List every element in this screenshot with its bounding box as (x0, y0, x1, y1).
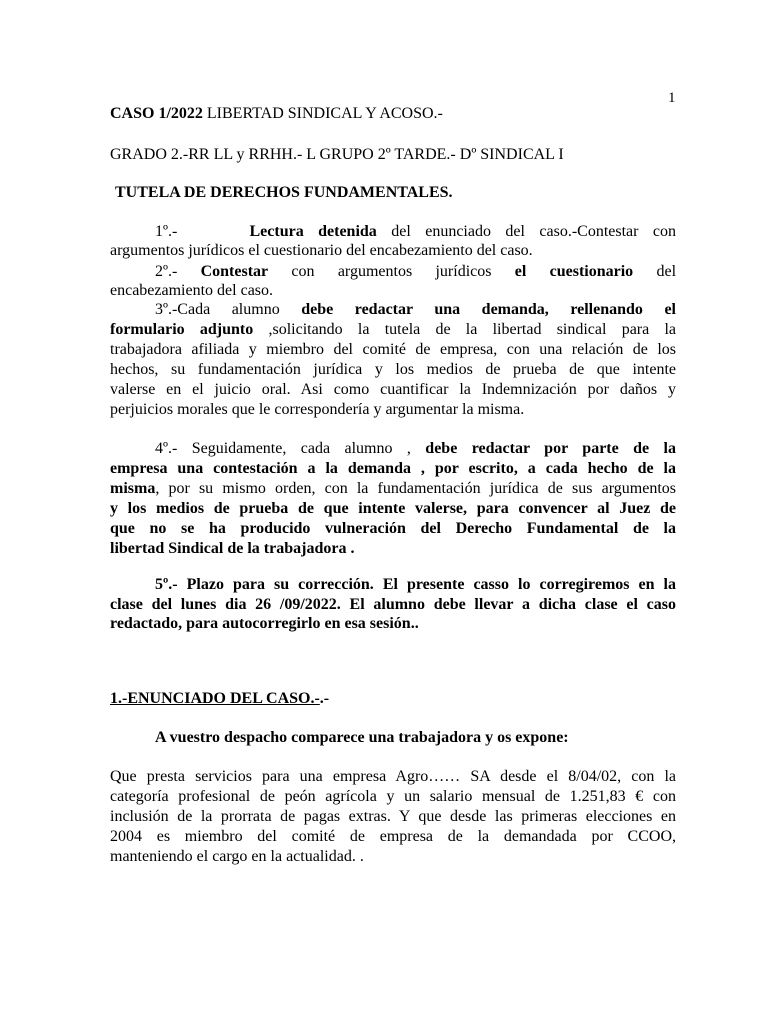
case-title-text: LIBERTAD SINDICAL Y ACOSO.- (202, 105, 443, 122)
instruction-4-line-6: libertad Sindical de la trabajadora . (110, 540, 355, 557)
enunciado-p1-line-3: inclusión de la prorrata de pagas extras. Y que desde las primeras elecciones en (110, 808, 676, 825)
instruction-1-bold: Lectura detenida (249, 223, 377, 240)
enunciado-p1-line-5: manteniendo el cargo en la actualidad. . (110, 848, 364, 865)
instruction-4-line-1 (110, 439, 676, 458)
instruction-4-line-4: y los medios de prueba de que intente valerse, para convencer al Juez de (110, 500, 676, 517)
instruction-3-form-bold: formulario adjunto (110, 321, 254, 338)
instruction-4-line-3-text: , por su mismo orden, con la fundamentación jurídica de sus argumentos (155, 480, 676, 497)
instruction-2-number: 2º.- (155, 263, 178, 280)
instruction-3-line-4: hechos, su fundamentación jurídica y los medios de prueba de que intente (110, 361, 676, 378)
instruction-3-bold: debe redactar una demanda, rellenando el (301, 301, 676, 318)
page-number: 1 (668, 90, 676, 106)
instruction-3-number: 3º.-Cada alumno (155, 301, 302, 318)
enunciado-heading-text: 1.-ENUNCIADO DEL CASO.- (110, 690, 320, 707)
instruction-3-line-2 (110, 320, 676, 339)
instruction-5-line-3: redactado, para autocorregirlo en esa sesión.. (110, 615, 419, 632)
instruction-3-line-1 (110, 300, 676, 319)
instruction-2-text: con argumentos jurídicos (268, 263, 515, 280)
instruction-4-line-2: empresa una contestación a la demanda , por escrito, a cada hecho de la (110, 460, 676, 477)
instruction-4-bold: debe redactar por parte de la (425, 440, 677, 457)
instruction-2-line-2: encabezamiento del caso. (110, 282, 274, 299)
instruction-1-number: 1º.- (155, 223, 178, 240)
instruction-5-line-1: 5º.- Plazo para su corrección. El presente casso lo corregiremos en la (155, 576, 676, 593)
grade-line: GRADO 2.-RR LL y RRHH.- L GRUPO 2º TARDE.- Dº SINDICAL I (110, 146, 564, 163)
enunciado-p1-line-2: categoría profesional de peón agrícola y un salario mensual de 1.251,83 € con (110, 788, 676, 805)
instruction-2-bold-1: Contestar (200, 263, 269, 280)
instruction-3-form-text: ,solicitando la tutela de la libertad sindical para la (253, 321, 676, 338)
instruction-3-line-5: valerse en el juicio oral. Asi como cuantificar la Indemnización por daños y (110, 381, 676, 398)
instruction-2-tail: del (633, 263, 677, 280)
instruction-5-line-2: clase del lunes dia 26 /09/2022. El alumno debe llevar a dicha clase el caso (110, 596, 676, 613)
instruction-4-number: 4º.- (155, 440, 178, 457)
enunciado-heading-tail: .- (319, 690, 330, 707)
enunciado-p1-line-1: Que presta servicios para una empresa Agro…… SA desde el 8/04/02, con la (110, 768, 676, 785)
instruction-4-text: Seguidamente, cada alumno , (177, 440, 426, 457)
instruction-2-bold-2: el cuestionario (514, 263, 634, 280)
instruction-1-text: del enunciado del caso.-Contestar con (376, 223, 677, 240)
instruction-4-line-5: que no se ha producido vulneración del Derecho Fundamental de la (110, 520, 676, 537)
instruction-4-misma: misma (110, 480, 156, 497)
instruction-4-line-3 (110, 479, 676, 498)
section-title (115, 183, 681, 202)
instruction-1-line-1 (110, 222, 676, 241)
case-title (110, 104, 676, 123)
instruction-3-line-6: perjuicios morales que le correspondería y argumentar la misma. (110, 401, 525, 418)
case-title-number: CASO 1/2022 (110, 105, 203, 122)
instruction-1-line-2: argumentos jurídicos el cuestionario del encabezamiento del caso. (110, 242, 533, 259)
enunciado-heading (110, 689, 676, 708)
section-title-text: TUTELA DE DERECHOS FUNDAMENTALES. (115, 184, 453, 201)
enunciado-intro: A vuestro despacho comparece una trabajadora y os expone: (155, 729, 569, 746)
enunciado-p1-line-4: 2004 es miembro del comité de empresa de la demandada por CCOO, (110, 828, 676, 845)
instruction-3-line-3: trabajadora afiliada y miembro del comité de empresa, con una relación de los (110, 341, 676, 358)
instruction-2-line-1 (110, 262, 676, 281)
